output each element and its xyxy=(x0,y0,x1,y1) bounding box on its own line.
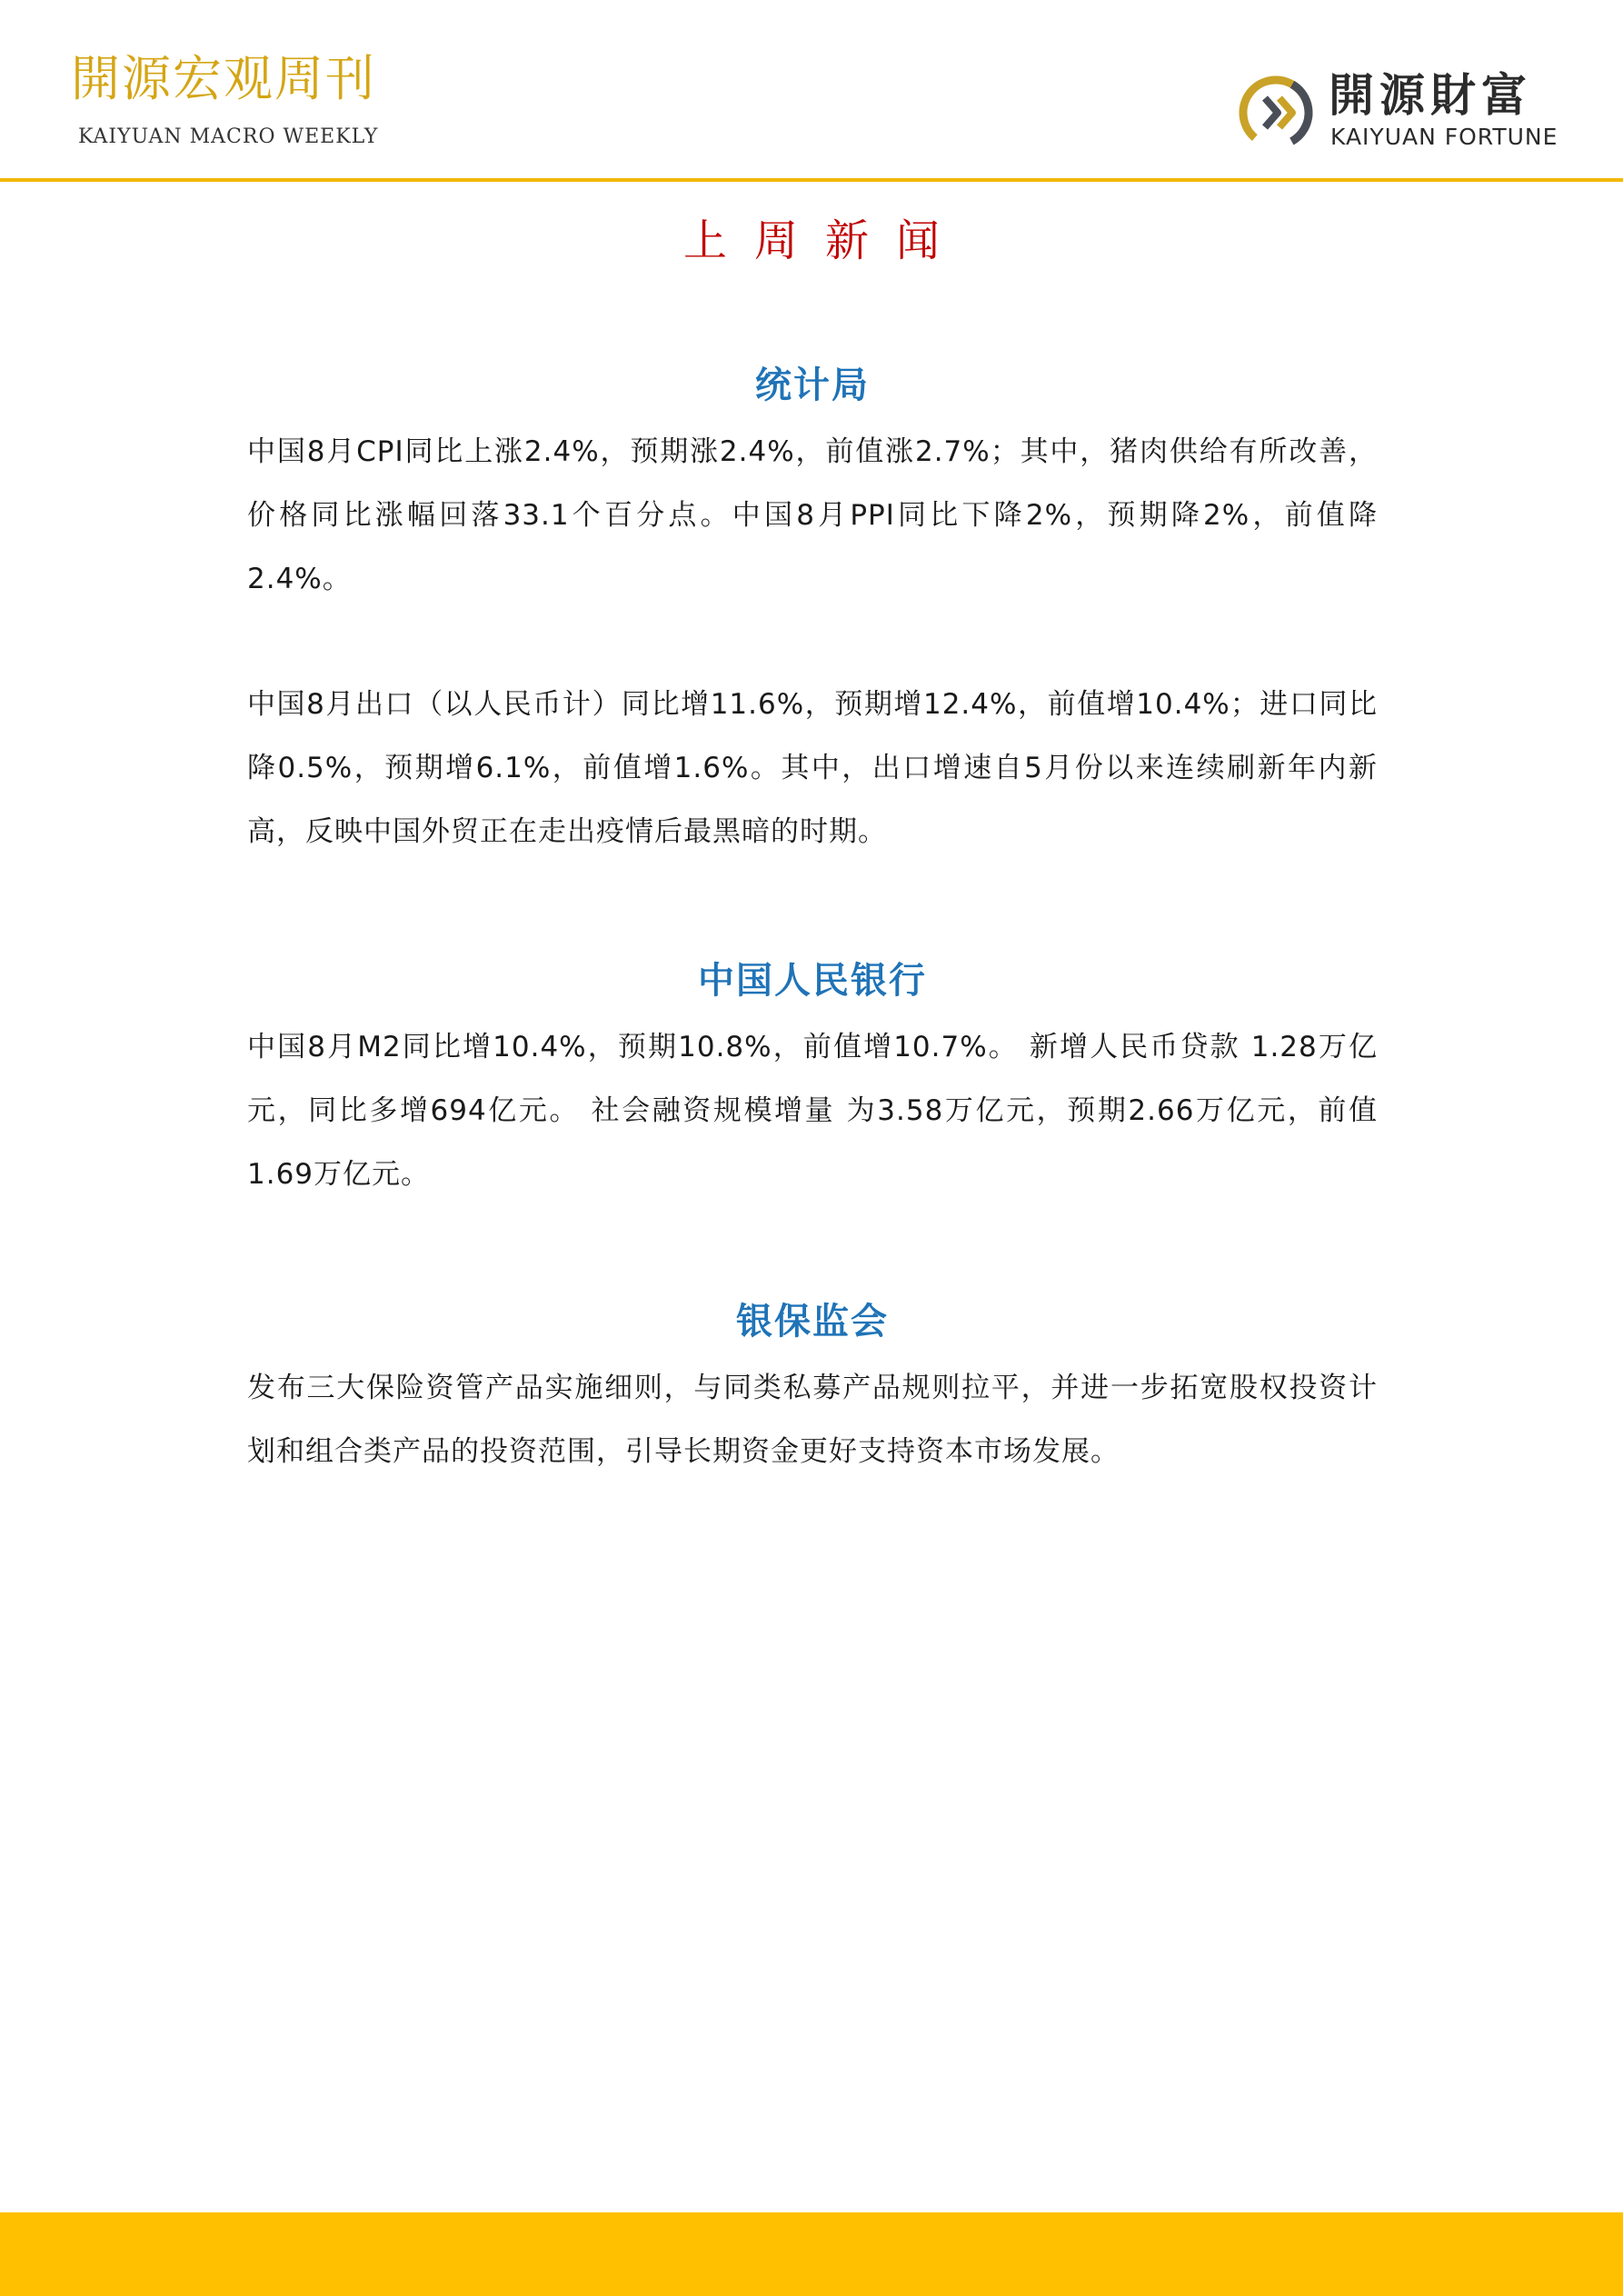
paragraph-cpi-ppi: 中国8月CPI同比上涨2.4%，预期涨2.4%，前值涨2.7%；其中，猪肉供给有所改善，价格同比涨幅回落33.1个百分点。中国8月PPI同比下降2%，预期降2%，前值降2.4%。 xyxy=(247,435,1378,595)
section-heading: 统计局 xyxy=(755,364,870,406)
paragraph-insurance-products: 发布三大保险资管产品实施细则，与同类私募产品规则拉平，并进一步拓宽股权投资计划和组合类产品的投资范围，引导长期资金更好支持资本市场发展。 xyxy=(247,1372,1378,1468)
section-cbirc xyxy=(247,1294,1378,1483)
paragraph-trade: 中国8月出口（以人民币计）同比增11.6%，预期增12.4%，前值增10.4%；进口同比降0.5%，预期增6.1%，前值增1.6%。其中，出口增速自5月份以来连续刷新年内新高，反映中国外贸正在走出疫情后最黑暗的时期。 xyxy=(247,688,1378,848)
section-statistics-bureau xyxy=(247,358,1378,863)
paragraph-money-supply: 中国8月M2同比增10.4%，预期10.8%，前值增10.7%。 新增人民币贷款 1.28万亿元，同比多增694亿元。 社会融资规模增量 为3.58万亿元，预期2.66万亿元，前值1.69万亿元。 xyxy=(247,1031,1378,1191)
kaiyuan-logo-icon xyxy=(1238,75,1314,151)
page-header xyxy=(0,0,1623,180)
logo-english-name: KAIYUAN FORTUNE xyxy=(1330,124,1558,150)
logo-name: 開源財富 xyxy=(1329,69,1532,122)
brand-subtitle: KAIYUAN MACRO WEEKLY xyxy=(78,125,379,148)
brand-title: 開源宏观周刊 xyxy=(71,50,376,107)
section-heading: 中国人民银行 xyxy=(698,960,927,1002)
kaiyuan-fortune-logo xyxy=(1238,71,1565,155)
section-heading: 银保监会 xyxy=(736,1301,889,1343)
section-pboc xyxy=(247,953,1378,1206)
footer-bar xyxy=(0,2212,1623,2296)
header-divider xyxy=(0,178,1623,182)
page-title: 上周新闻 xyxy=(682,215,967,266)
